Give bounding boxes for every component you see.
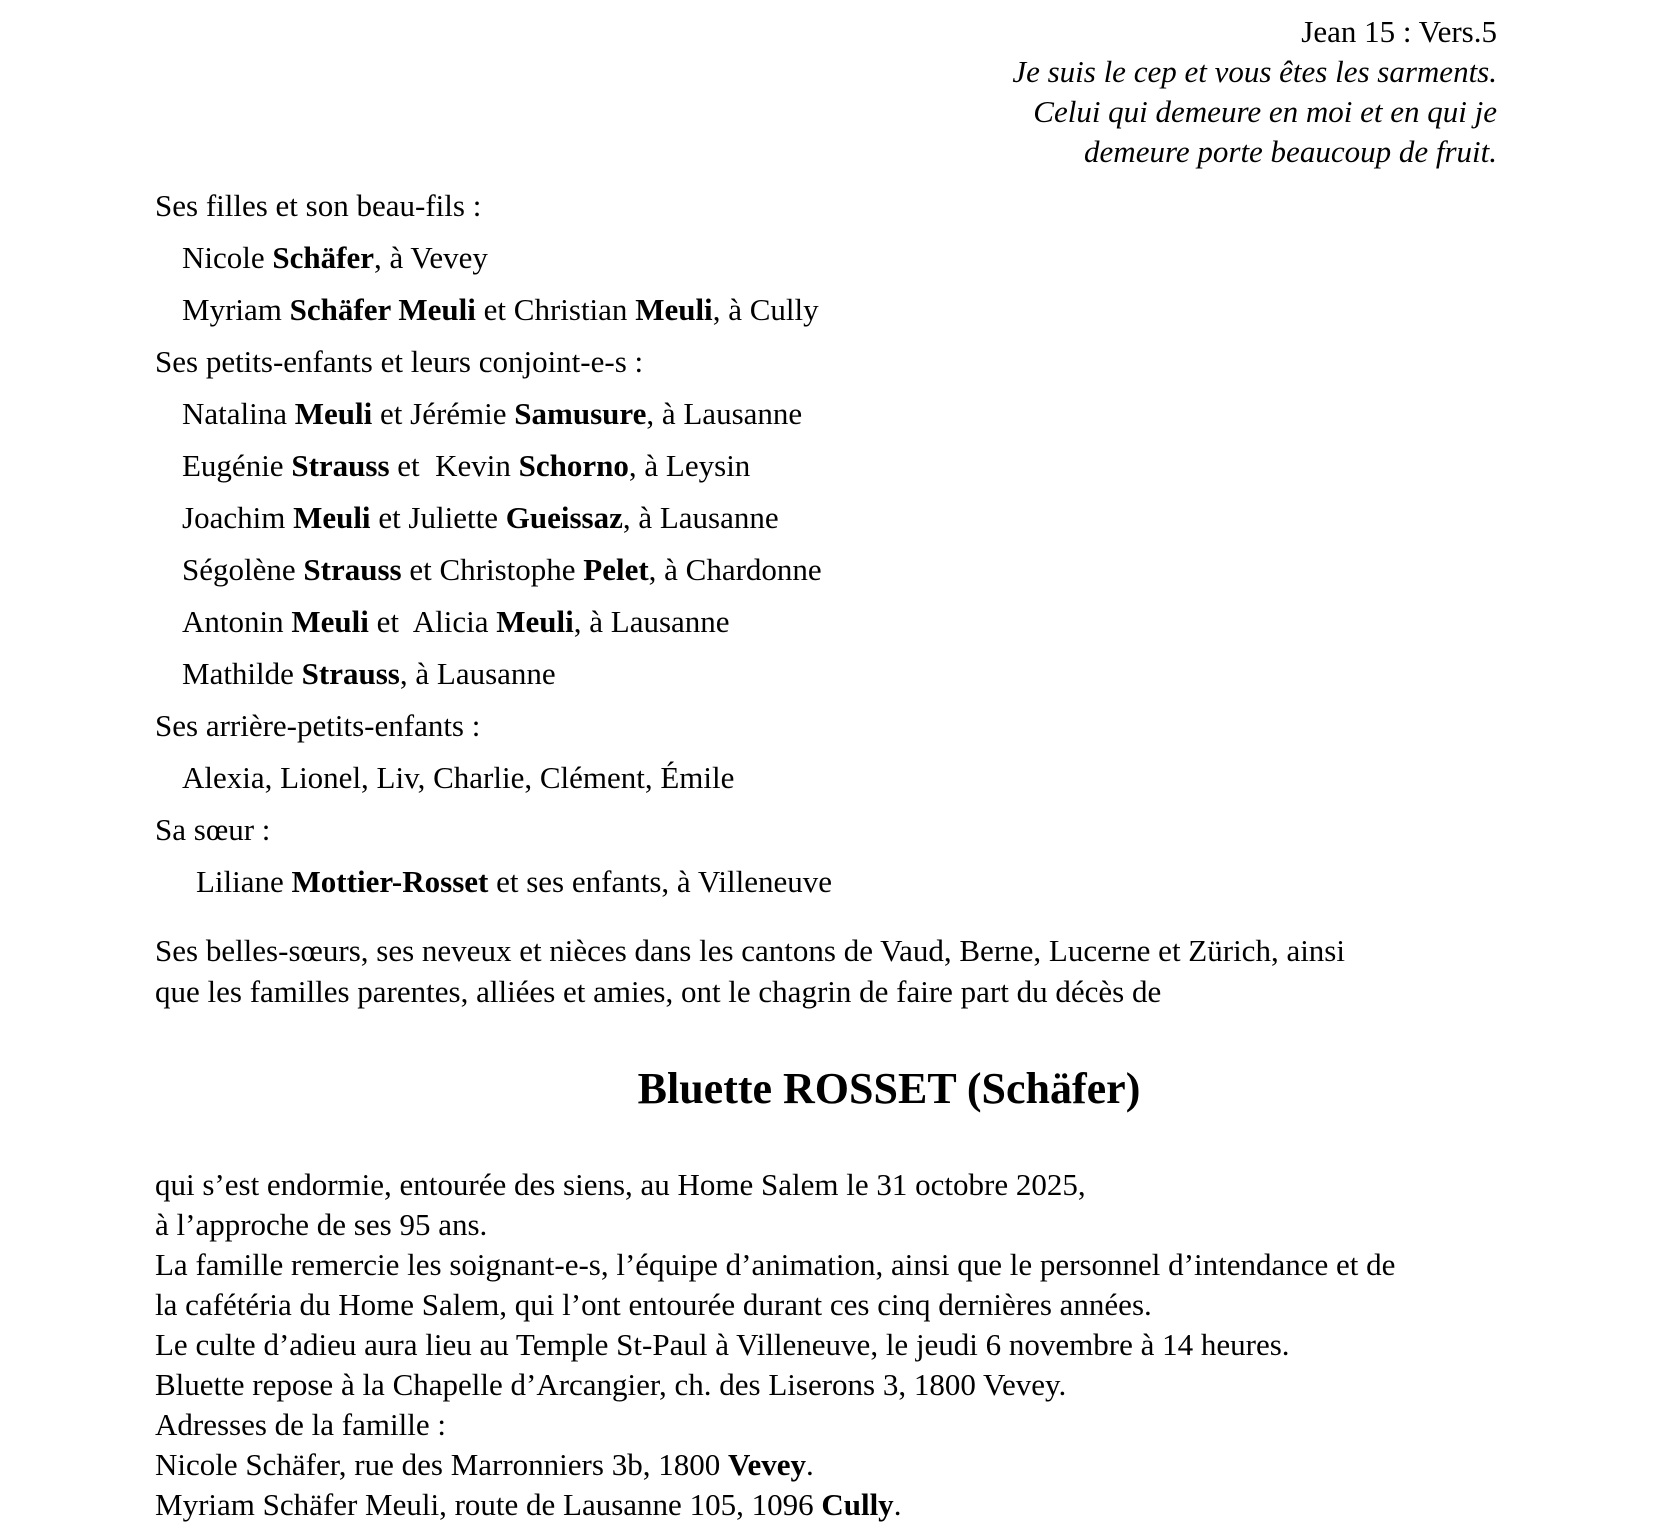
bold-name-run: Pelet bbox=[583, 552, 649, 587]
epigraph-quote-line bbox=[1012, 92, 1497, 132]
closing-line bbox=[155, 1445, 1395, 1485]
family-line bbox=[155, 492, 832, 544]
text-run: , à Lausanne bbox=[573, 604, 730, 639]
closing-line bbox=[155, 1405, 1395, 1445]
text-run: Je suis le cep et vous êtes les sarments. bbox=[1012, 54, 1497, 89]
text-run: et Christian bbox=[475, 292, 636, 327]
text-run: Nicole bbox=[182, 240, 273, 275]
closing-line bbox=[155, 1245, 1395, 1285]
text-run: et Kevin bbox=[389, 448, 519, 483]
epigraph bbox=[1012, 12, 1497, 172]
text-run: . bbox=[893, 1487, 902, 1522]
text-run: Natalina bbox=[182, 396, 295, 431]
text-run: , à Lausanne bbox=[399, 656, 556, 691]
text-run: Eugénie bbox=[182, 448, 292, 483]
text-run: Ségolène bbox=[182, 552, 304, 587]
bold-name-run: Samusure bbox=[514, 396, 647, 431]
bold-name-run: Gueissaz bbox=[505, 500, 623, 535]
text-run: demeure porte beaucoup de fruit. bbox=[1084, 134, 1497, 169]
family-line bbox=[155, 700, 832, 752]
text-run: Mathilde bbox=[182, 656, 302, 691]
family-line bbox=[155, 856, 832, 908]
bold-name-run: Meuli bbox=[635, 292, 713, 327]
text-run: Ses petits-enfants et leurs conjoint-e-s : bbox=[155, 344, 644, 379]
bold-name-run: Schorno bbox=[518, 448, 629, 483]
text-run: à l’approche de ses 95 ans. bbox=[155, 1207, 488, 1242]
epigraph-reference: Jean 15 : Vers.5 bbox=[1301, 14, 1497, 49]
intro-line bbox=[155, 930, 1345, 971]
bold-name-run: Mottier-Rosset bbox=[291, 864, 489, 899]
text-run: , à Cully bbox=[712, 292, 819, 327]
epigraph-quote-line bbox=[1012, 52, 1497, 92]
text-run: et Juliette bbox=[370, 500, 506, 535]
text-run: Ses filles et son beau-fils : bbox=[155, 188, 482, 223]
text-run: Ses belles-sœurs, ses neveux et nièces dans les cantons de Vaud, Berne, Lucerne et Zürich, ainsi bbox=[155, 933, 1345, 968]
bold-name-run: Strauss bbox=[303, 552, 402, 587]
bold-name-run: Vevey bbox=[727, 1447, 807, 1482]
text-run: Joachim bbox=[182, 500, 294, 535]
closing-line bbox=[155, 1365, 1395, 1405]
text-run: Le culte d’adieu aura lieu au Temple St-Paul à Villeneuve, le jeudi 6 novembre à 14 heures. bbox=[155, 1327, 1290, 1362]
family-line bbox=[155, 336, 832, 388]
text-run: qui s’est endormie, entourée des siens, au Home Salem le 31 octobre 2025, bbox=[155, 1167, 1086, 1202]
family-line bbox=[155, 752, 832, 804]
text-run: Nicole Schäfer, rue des Marronniers 3b, 1800 bbox=[155, 1447, 728, 1482]
text-run: la cafétéria du Home Salem, qui l’ont entourée durant ces cinq dernières années. bbox=[155, 1287, 1152, 1322]
closing-paragraph bbox=[155, 1165, 1395, 1525]
intro-line bbox=[155, 971, 1345, 1012]
text-run: , à Vevey bbox=[373, 240, 488, 275]
text-run: Bluette repose à la Chapelle d’Arcangier, ch. des Liserons 3, 1800 Vevey. bbox=[155, 1367, 1067, 1402]
family-line bbox=[155, 388, 832, 440]
bold-name-run: Strauss bbox=[291, 448, 390, 483]
family-line bbox=[155, 648, 832, 700]
family-line bbox=[155, 232, 832, 284]
bold-name-run: Meuli bbox=[293, 500, 371, 535]
bold-name-run: Schäfer bbox=[272, 240, 374, 275]
text-run: Myriam Schäfer Meuli, route de Lausanne 105, 1096 bbox=[155, 1487, 822, 1522]
text-run: et ses enfants, à Villeneuve bbox=[488, 864, 832, 899]
deceased-name: Bluette ROSSET (Schäfer) bbox=[637, 1064, 1141, 1113]
text-run: Sa sœur : bbox=[155, 812, 271, 847]
family-line bbox=[155, 284, 832, 336]
text-run: Ses arrière-petits-enfants : bbox=[155, 708, 481, 743]
text-run: , à Lausanne bbox=[622, 500, 779, 535]
text-run: Liliane bbox=[196, 864, 292, 899]
text-run: que les familles parentes, alliées et amies, ont le chagrin de faire part du décès de bbox=[155, 974, 1162, 1009]
text-run: Myriam bbox=[182, 292, 290, 327]
text-run: et Alicia bbox=[368, 604, 497, 639]
closing-line bbox=[155, 1485, 1395, 1525]
bold-name-run: Meuli bbox=[291, 604, 369, 639]
bold-name-run: Strauss bbox=[301, 656, 400, 691]
family-line bbox=[155, 544, 832, 596]
bold-name-run: Meuli bbox=[294, 396, 373, 431]
closing-line bbox=[155, 1165, 1395, 1205]
bold-name-run: Schäfer Meuli bbox=[289, 292, 476, 327]
text-run: et Christophe bbox=[401, 552, 584, 587]
text-run: Alexia, Lionel, Liv, Charlie, Clément, Émile bbox=[182, 760, 735, 795]
family-list bbox=[155, 180, 832, 908]
text-run: La famille remercie les soignant-e-s, l’équipe d’animation, ainsi que le personnel d’intendance et de bbox=[155, 1247, 1396, 1282]
family-line bbox=[155, 596, 832, 648]
closing-line bbox=[155, 1285, 1395, 1325]
bold-name-run: Meuli bbox=[496, 604, 574, 639]
family-line bbox=[155, 440, 832, 492]
epigraph-quote bbox=[1012, 52, 1497, 172]
text-run: , à Chardonne bbox=[648, 552, 822, 587]
closing-line bbox=[155, 1325, 1395, 1365]
text-run: Celui qui demeure en moi et en qui je bbox=[1033, 94, 1497, 129]
text-run: , à Lausanne bbox=[646, 396, 803, 431]
family-line bbox=[155, 804, 832, 856]
text-run: Antonin bbox=[182, 604, 292, 639]
family-line bbox=[155, 180, 832, 232]
text-run: . bbox=[806, 1447, 814, 1482]
epigraph-quote-line bbox=[1012, 132, 1497, 172]
text-run: et Jérémie bbox=[372, 396, 515, 431]
closing-line bbox=[155, 1205, 1395, 1245]
text-run: Adresses de la famille : bbox=[155, 1407, 446, 1442]
intro-paragraph bbox=[155, 930, 1345, 1012]
bold-name-run: Cully bbox=[821, 1487, 894, 1522]
deceased-name-title bbox=[0, 1062, 1654, 1121]
text-run: , à Leysin bbox=[628, 448, 751, 483]
